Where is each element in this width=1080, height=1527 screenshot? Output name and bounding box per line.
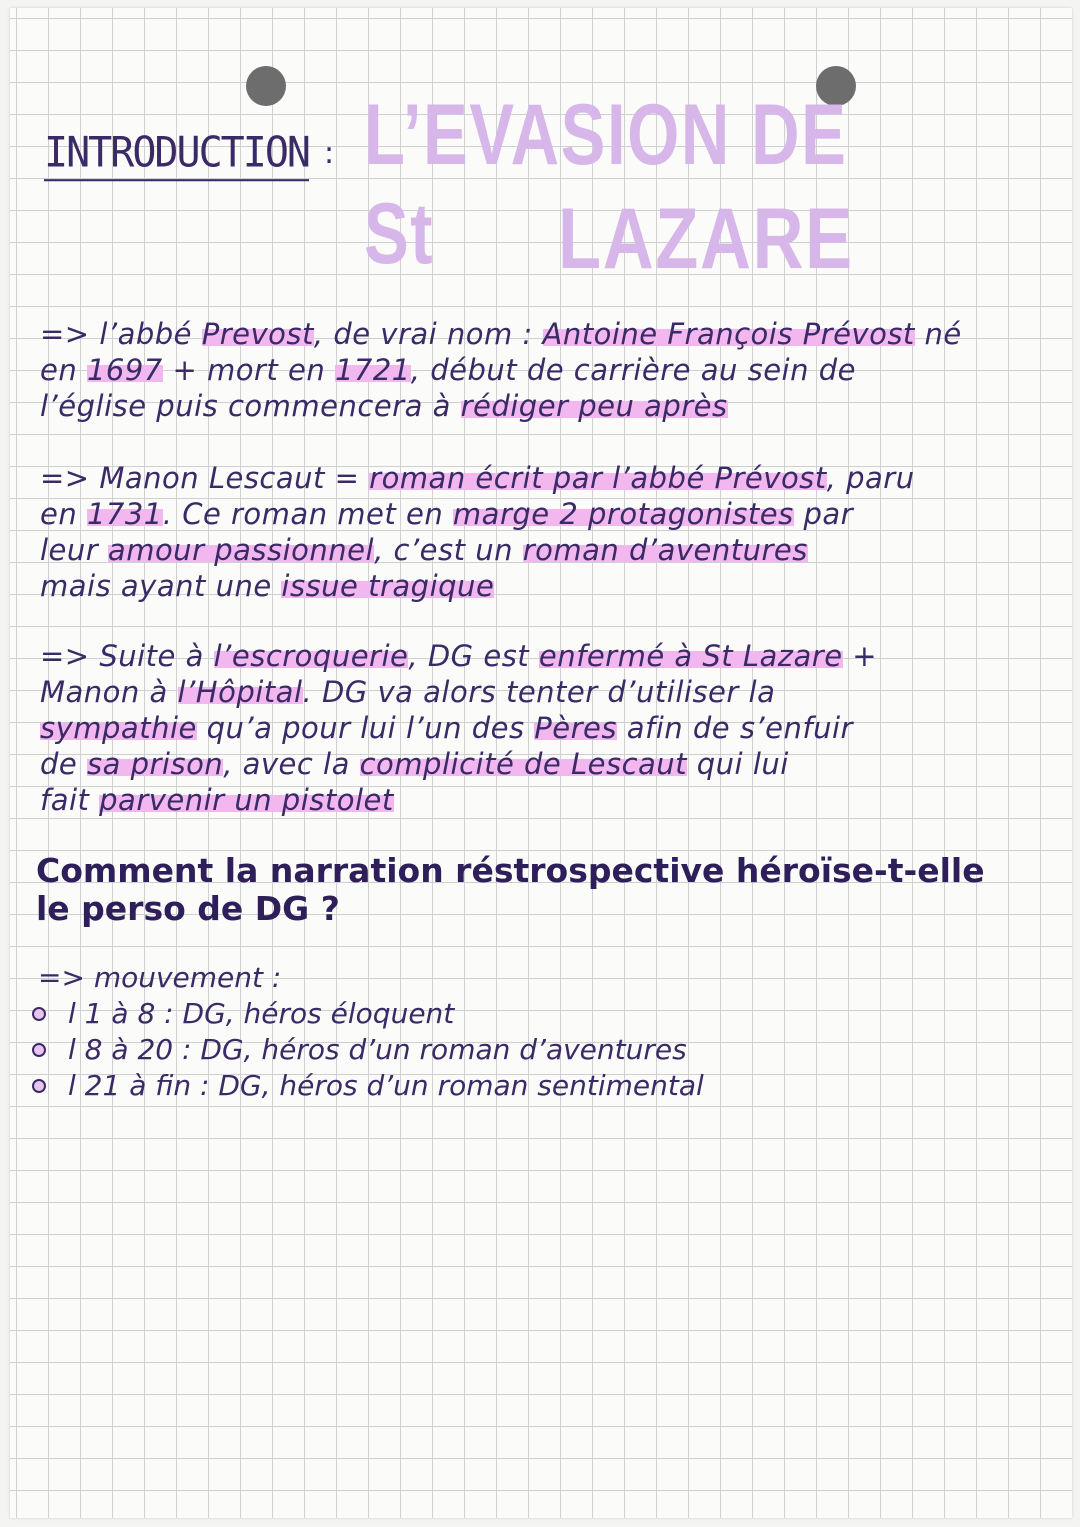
highlight: l’escroquerie	[213, 639, 409, 673]
highlight: roman écrit par l’abbé Prévost	[369, 461, 827, 495]
highlight: 1731	[86, 497, 163, 531]
highlight: amour passionnel	[107, 533, 375, 567]
highlight: sympathie	[40, 711, 197, 745]
intro-heading: INTRODUCTION	[44, 129, 309, 182]
highlight: enfermé à St Lazare	[538, 639, 843, 673]
list-item: l 21 à fin : DG, héros d’un roman sentimental	[32, 1068, 1032, 1104]
text-line: en 1731. Ce roman met en marge 2 protagonistes par	[40, 497, 854, 531]
text-line: de sa prison, avec la complicité de Lescaut qui lui	[40, 747, 789, 781]
text-line: => l’abbé Prevost, de vrai nom : Antoine François Prévost né	[40, 317, 962, 351]
highlight: Antoine François Prévost	[542, 317, 915, 351]
text-line: => Manon Lescaut = roman écrit par l’abbé Prévost, paru	[40, 461, 915, 495]
heading-colon: :	[324, 136, 335, 171]
problem-question	[36, 852, 1076, 928]
highlight: marge 2 protagonistes	[452, 497, 794, 531]
highlight: rédiger peu après	[460, 389, 728, 423]
punch-hole-left	[246, 66, 286, 106]
notebook-page	[10, 8, 1072, 1518]
highlight: sa prison	[86, 747, 224, 781]
paragraph-author	[40, 316, 1070, 424]
bullet-icon	[32, 1007, 46, 1021]
paragraph-context	[40, 638, 1070, 818]
bullet-icon	[32, 1043, 46, 1057]
bullet-icon	[32, 1079, 46, 1093]
text-line: => Suite à l’escroquerie, DG est enfermé à St Lazare +	[40, 639, 878, 673]
text-line: Manon à l’Hôpital. DG va alors tenter d’utiliser la	[40, 675, 776, 709]
paragraph-novel	[40, 460, 1070, 604]
highlight: complicité de Lescaut	[359, 747, 688, 781]
highlight: l’Hôpital	[177, 675, 303, 709]
text-line: l’église puis commencera à rédiger peu après	[40, 389, 728, 423]
highlight: Prevost	[201, 317, 314, 351]
title-line-1: L’EVASION DE St	[364, 87, 848, 282]
highlight: 1697	[86, 353, 163, 387]
highlight: issue tragique	[281, 569, 495, 603]
movements-list	[32, 960, 1032, 1104]
list-item: l 1 à 8 : DG, héros éloquent	[32, 996, 1032, 1032]
text-line: fait parvenir un pistolet	[40, 783, 394, 817]
highlight: roman d’aventures	[522, 533, 808, 567]
title-line-2: LAZARE	[558, 191, 854, 287]
text-line: leur amour passionnel, c’est un roman d’aventures	[40, 533, 808, 567]
question-line-1: Comment la narration réstrospective héroïse-t-elle	[36, 851, 985, 890]
list-item: l 8 à 20 : DG, héros d’un roman d’aventures	[32, 1032, 1032, 1068]
text-line: en 1697 + mort en 1721, début de carrière au sein de	[40, 353, 856, 387]
highlight: parvenir un pistolet	[99, 783, 394, 817]
movements-title: => mouvement :	[38, 961, 282, 994]
question-line-2: le perso de DG ?	[36, 889, 340, 928]
highlight: 1721	[334, 353, 411, 387]
text-line: mais ayant une issue tragique	[40, 569, 495, 603]
highlight: Pères	[534, 711, 617, 745]
text-line: sympathie qu’a pour lui l’un des Pères afin de s’enfuir	[40, 711, 853, 745]
